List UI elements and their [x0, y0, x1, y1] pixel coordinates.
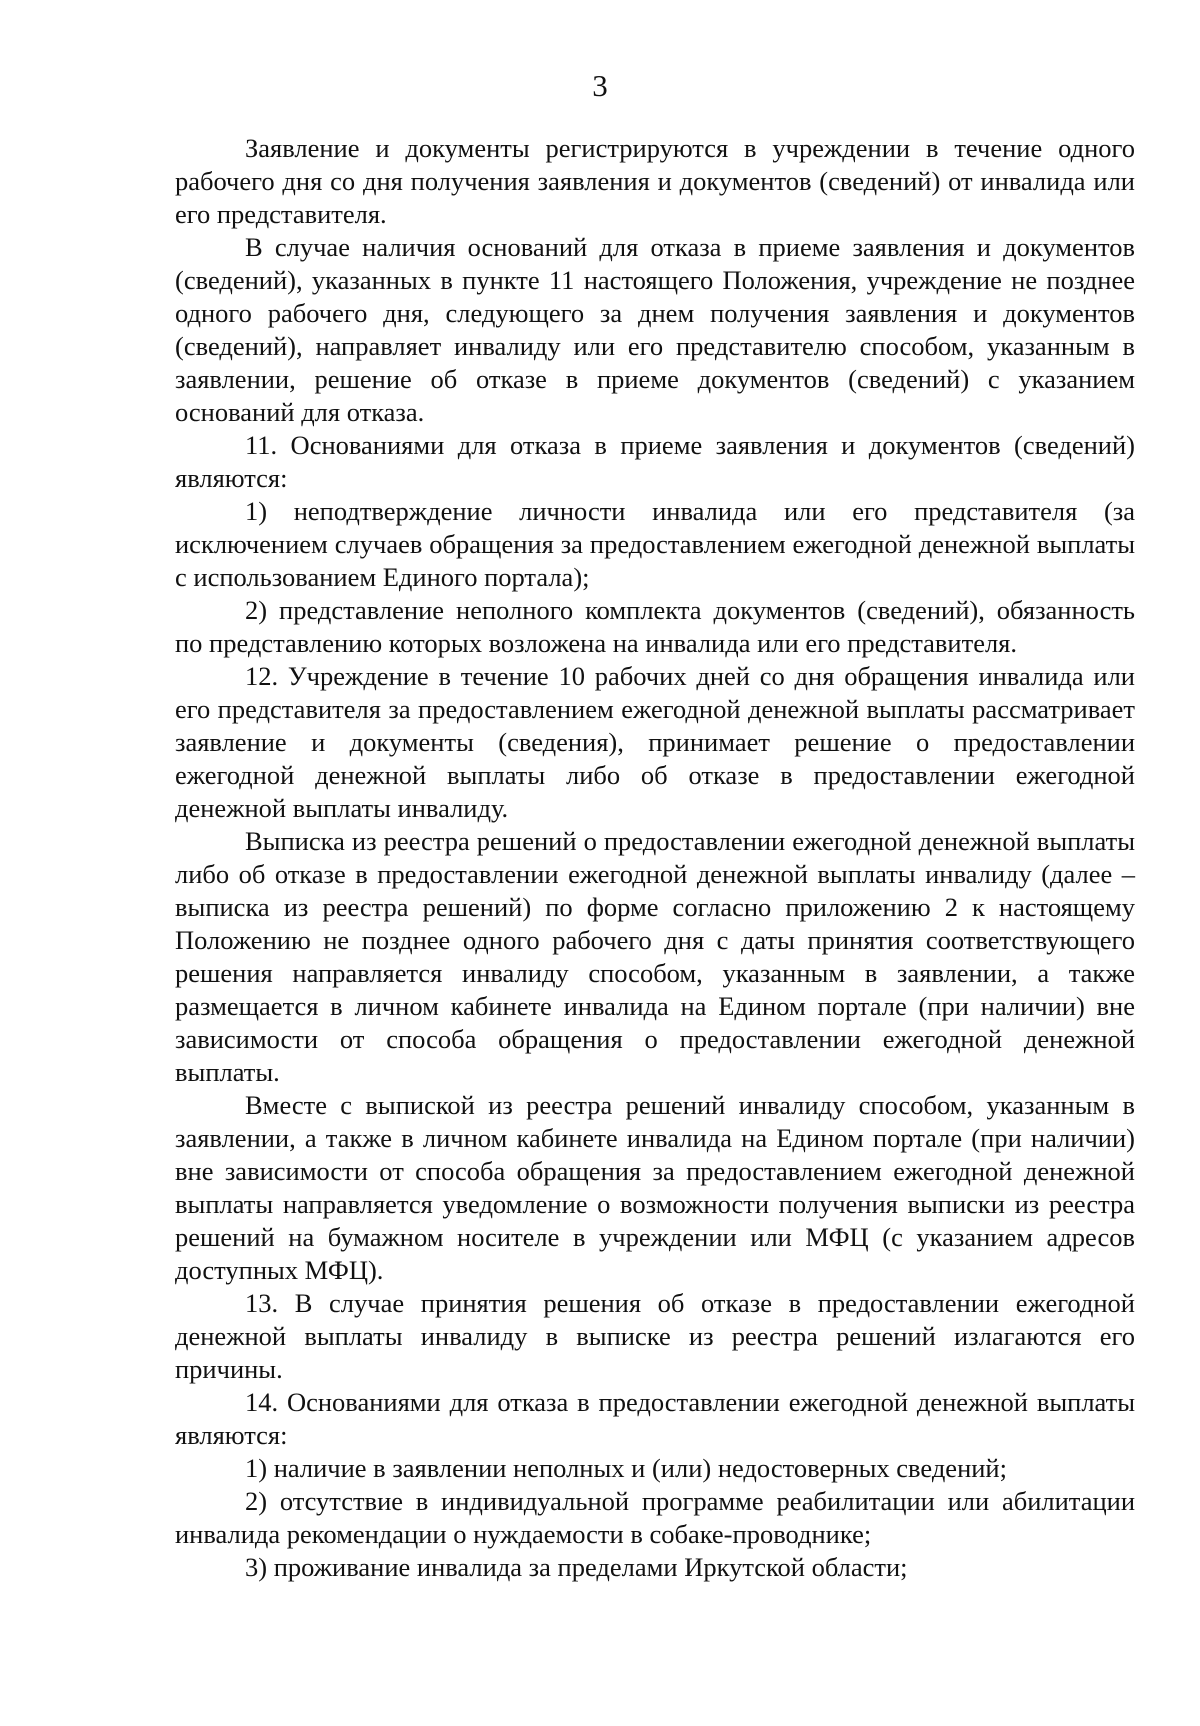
paragraph-item-13: 13. В случае принятия решения об отказе в предоставлении ежегодной денежной выплаты инвалиду в выписке из реестра решений излагаются его причины.	[175, 1288, 1135, 1384]
paragraph-refusal-notice: В случае наличия оснований для отказа в приеме заявления и документов (сведений), указанных в пункте 11 настоящего Положения, учреждение не позднее одного рабочего дня, следующего за днем получения заявления и документов (сведений), направляет инвалиду или его представителю способом, указанным в заявлении, решение об отказе в приеме документов (сведений) с указанием оснований для отказа.	[175, 232, 1135, 427]
paragraph-item-11: 11. Основаниями для отказа в приеме заявления и документов (сведений) являются:	[175, 430, 1135, 493]
paragraph-item-11-2: 2) представление неполного комплекта документов (сведений), обязанность по представлению которых возложена на инвалида или его представителя.	[175, 595, 1135, 658]
paragraph-registration: Заявление и документы регистрируются в учреждении в течение одного рабочего дня со дня получения заявления и документов (сведений) от инвалида или его представителя.	[175, 133, 1135, 229]
paragraph-notification: Вместе с выпиской из реестра решений инвалиду способом, указанным в заявлении, а также в личном кабинете инвалида на Едином портале (при наличии) вне зависимости от способа обращения за предоставлением ежегодной денежной выплаты направляется уведомление о возможности получения выписки из реестра решений на бумажном носителе в учреждении или МФЦ (с указанием адресов доступных МФЦ).	[175, 1090, 1135, 1285]
paragraph-item-14: 14. Основаниями для отказа в предоставлении ежегодной денежной выплаты являются:	[175, 1387, 1135, 1450]
paragraph-item-11-1: 1) неподтверждение личности инвалида или его представителя (за исключением случаев обращения за предоставлением ежегодной денежной выплаты с использованием Единого портала);	[175, 496, 1135, 592]
paragraph-registry-extract: Выписка из реестра решений о предоставлении ежегодной денежной выплаты либо об отказе в предоставлении ежегодной денежной выплаты инвалиду (далее – выписка из реестра решений) по форме согласно приложению 2 к настоящему Положению не позднее одного рабочего дня с даты принятия соответствующего решения направляется инвалиду способом, указанным в заявлении, а также размещается в личном кабинете инвалида на Едином портале (при наличии) вне зависимости от способа обращения о предоставлении ежегодной денежной выплаты.	[175, 826, 1135, 1087]
document-body	[175, 132, 1135, 1584]
paragraph-item-12: 12. Учреждение в течение 10 рабочих дней со дня обращения инвалида или его представителя за предоставлением ежегодной денежной выплаты рассматривает заявление и документы (сведения), принимает решение о предоставлении ежегодной денежной выплаты либо об отказе в предоставлении ежегодной денежной выплаты инвалиду.	[175, 661, 1135, 823]
paragraph-item-14-3: 3) проживание инвалида за пределами Иркутской области;	[245, 1552, 908, 1582]
paragraph-item-14-1: 1) наличие в заявлении неполных и (или) недостоверных сведений;	[245, 1453, 1007, 1483]
paragraph-item-14-2: 2) отсутствие в индивидуальной программе реабилитации или абилитации инвалида рекомендации о нуждаемости в собаке-проводнике;	[175, 1486, 1135, 1549]
page-number: 3	[592, 68, 608, 103]
